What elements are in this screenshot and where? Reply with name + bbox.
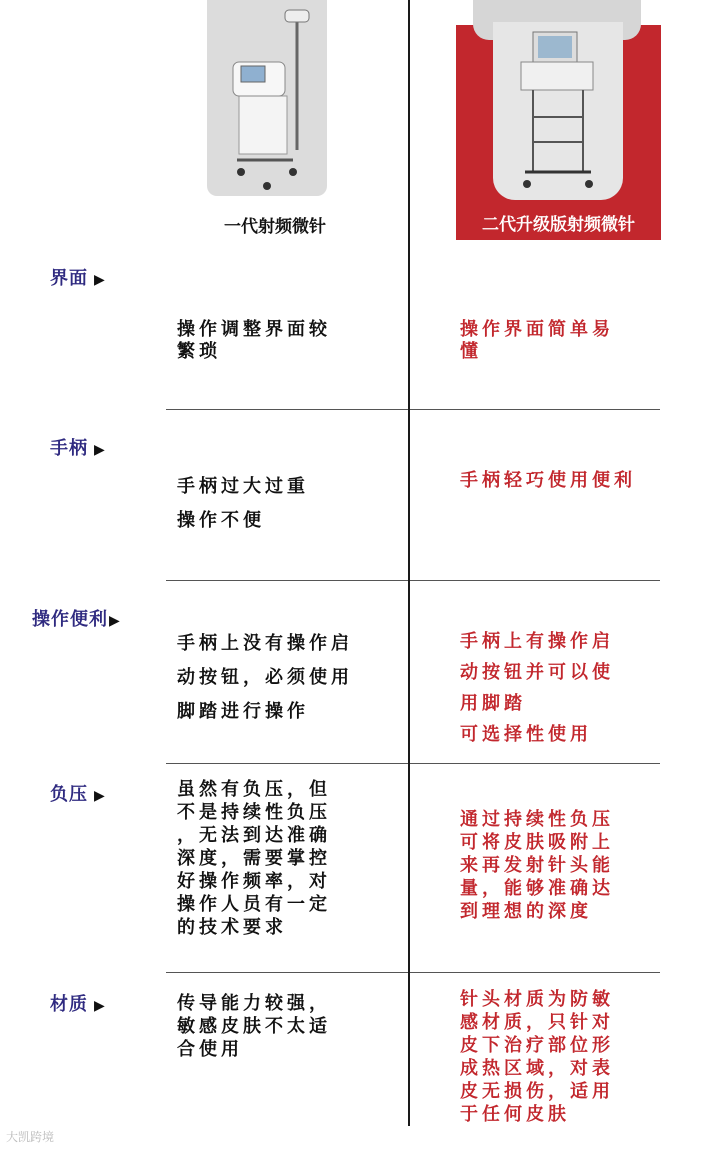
arrow-right-icon: ▶ (109, 613, 121, 629)
text-line: 到理想的深度 (460, 901, 592, 923)
row-label-text: 操作便利 (32, 609, 108, 630)
row-divider (166, 409, 408, 410)
text-line: 合使用 (177, 1039, 243, 1061)
gen1-device-image (207, 0, 327, 196)
text-line: 可选择性使用 (460, 723, 592, 745)
text-line: 深度，需要掌控 (177, 848, 331, 870)
gen1-interface-text (177, 319, 331, 362)
row-divider (410, 580, 660, 581)
text-line: 成热区域，对表 (460, 1058, 614, 1080)
column-divider (408, 0, 410, 1126)
row-label-handle (50, 434, 106, 460)
gen2-product-backdrop (493, 22, 623, 200)
row-label-text: 手柄 (50, 438, 88, 459)
row-divider (410, 972, 660, 973)
text-line: 量，能够准确达 (460, 878, 614, 900)
gen1-pressure-text (177, 778, 331, 939)
text-line: 不是持续性负压 (177, 802, 331, 824)
text-line: 繁琐 (177, 340, 221, 362)
text-line: 的技术要求 (177, 917, 287, 939)
gen2-handle-text (460, 470, 636, 492)
gen2-convenience-text (460, 627, 614, 751)
gen1-convenience-text (177, 627, 353, 730)
text-line: 来再发射针头能 (460, 855, 614, 877)
text-line: 手柄上有操作启 (460, 631, 614, 652)
text-line: 动按钮并可以使 (460, 661, 614, 683)
gen2-pressure-text (460, 808, 614, 923)
text-line: 通过持续性负压 (460, 809, 614, 830)
gen1-material-text (177, 992, 331, 1061)
text-line: 操作调整界面较 (177, 319, 331, 340)
text-line: 于任何皮肤 (460, 1104, 570, 1126)
text-line: 好操作频率，对 (177, 871, 331, 893)
arrow-right-icon: ▶ (94, 442, 106, 458)
gen2-device-image (493, 22, 623, 200)
text-line: 感材质，只针对 (460, 1012, 614, 1034)
text-line: 手柄轻巧使用便利 (460, 470, 636, 491)
text-line: 皮无损伤，适用 (460, 1081, 614, 1103)
text-line: 操作界面简单易 (460, 319, 614, 340)
row-label-material (50, 990, 106, 1016)
text-line: 可将皮肤吸附上 (460, 832, 614, 854)
text-line: 懂 (460, 340, 482, 362)
text-line: 操作人员有一定 (177, 894, 331, 916)
row-label-negative-pressure (50, 780, 106, 806)
text-line: ，无法到达准确 (177, 825, 331, 847)
text-line: 脚踏进行操作 (177, 701, 309, 723)
row-divider (410, 409, 660, 410)
text-line: 敏感皮肤不太适 (177, 1016, 331, 1038)
arrow-right-icon: ▶ (94, 788, 106, 804)
text-line: 用脚踏 (460, 692, 526, 714)
row-label-convenience (32, 605, 121, 631)
gen1-caption: 一代射频微针 (224, 217, 326, 237)
arrow-right-icon: ▶ (94, 998, 106, 1014)
row-label-text: 材质 (50, 994, 88, 1015)
row-label-interface (50, 264, 106, 290)
row-label-text: 负压 (50, 784, 88, 805)
gen2-caption: 二代升级版射频微针 (482, 215, 635, 235)
text-line: 针头材质为防敏 (460, 989, 614, 1010)
row-divider (166, 972, 408, 973)
text-line: 皮下治疗部位形 (460, 1035, 614, 1057)
text-line: 传导能力较强， (177, 993, 331, 1014)
row-label-text: 界面 (50, 268, 88, 289)
row-divider (166, 763, 408, 764)
text-line: 动按钮，必须使用 (177, 667, 353, 689)
gen2-material-text (460, 988, 614, 1126)
text-line: 操作不便 (177, 510, 265, 532)
row-divider (166, 580, 408, 581)
gen1-product-panel (207, 0, 327, 196)
row-divider (410, 763, 660, 764)
gen2-interface-text (460, 319, 614, 362)
arrow-right-icon: ▶ (94, 272, 106, 288)
watermark: 大凯跨境 (6, 1130, 55, 1144)
text-line: 手柄过大过重 (177, 476, 309, 497)
text-line: 手柄上没有操作启 (177, 633, 353, 654)
text-line: 虽然有负压，但 (177, 779, 331, 800)
gen1-handle-text (177, 470, 309, 538)
